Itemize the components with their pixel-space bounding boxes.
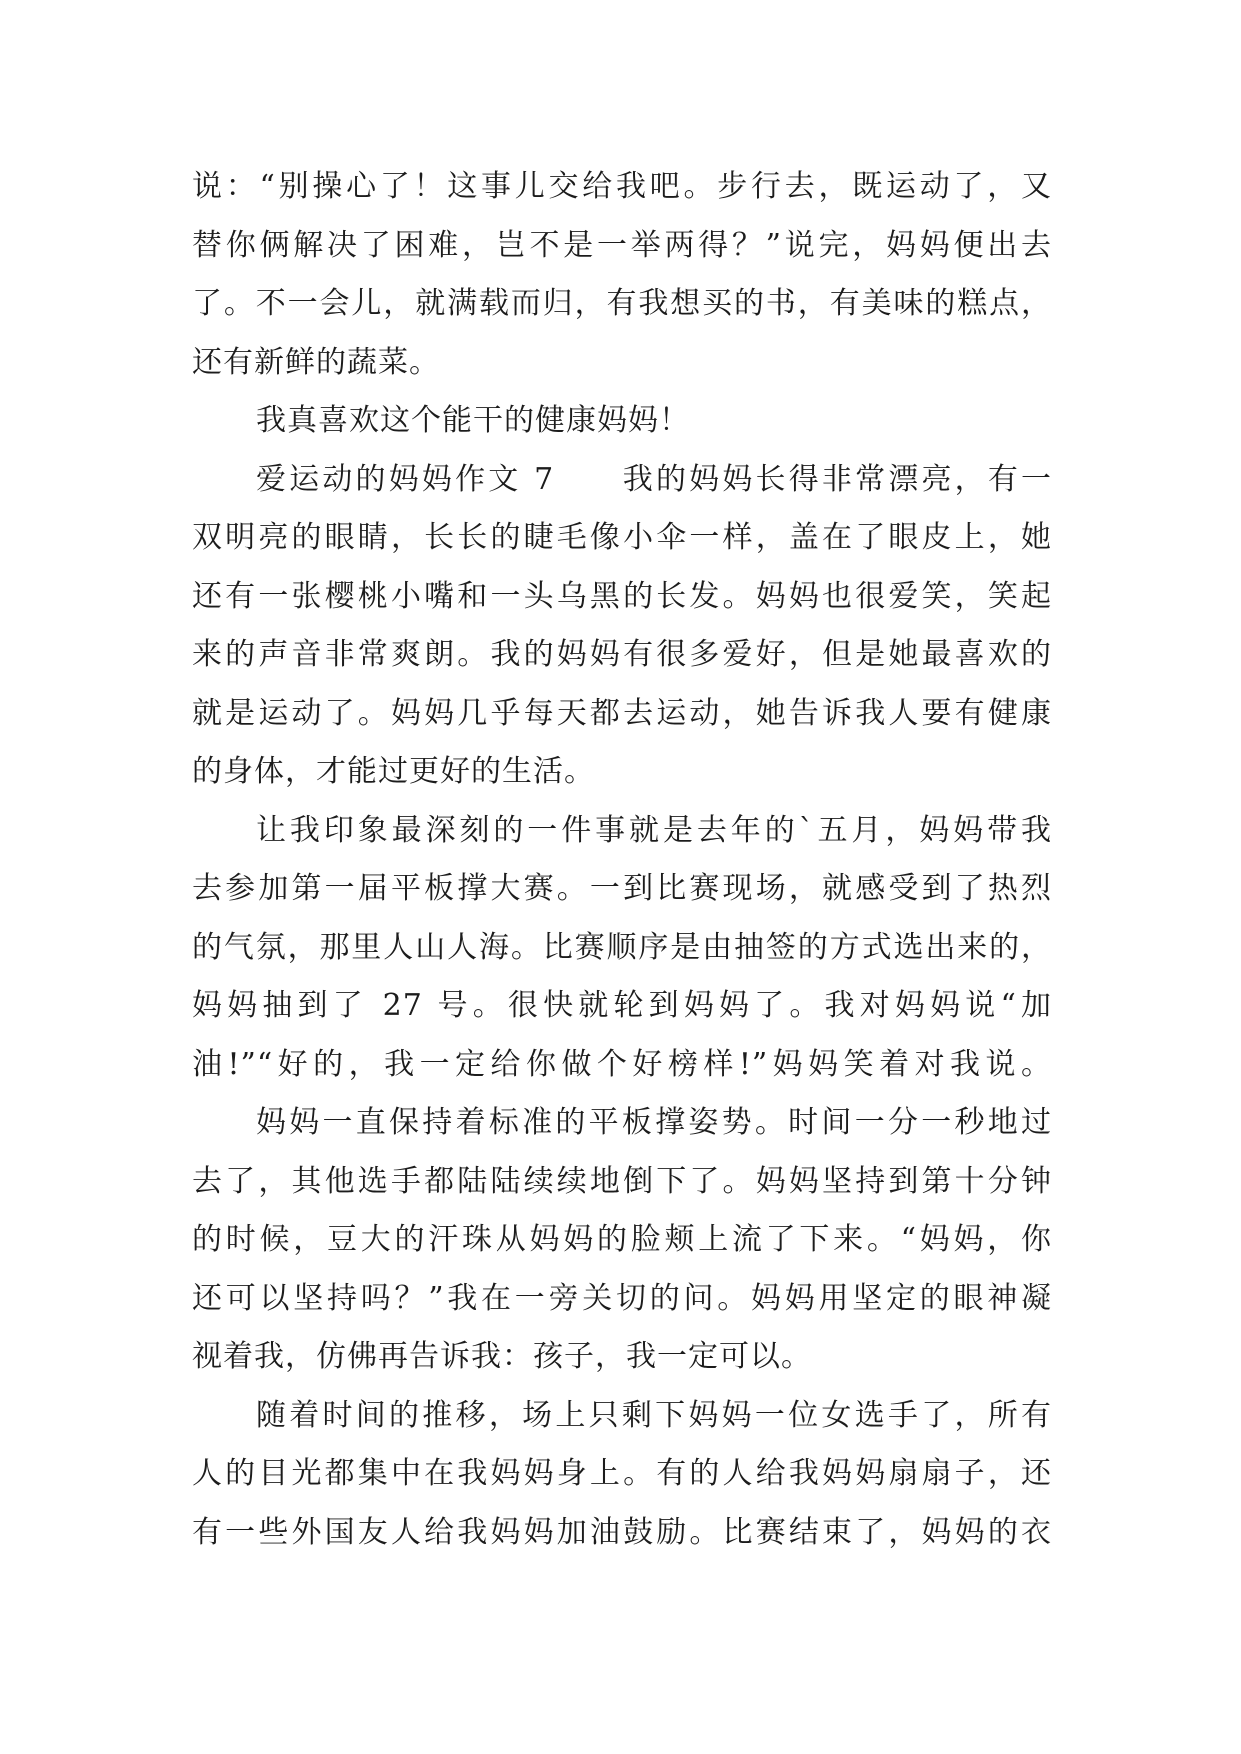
- text-line: 我真喜欢这个能干的健康妈妈！: [256, 403, 690, 438]
- text-line: 的气氛，那里人山人海。比赛顺序是由抽签的方式选出来的，: [192, 929, 1052, 965]
- text-line: 的身体，才能过更好的生活。: [192, 754, 595, 789]
- document-body: [192, 158, 1052, 1562]
- text-line: 去了，其他选手都陆陆续续地倒下了。妈妈坚持到第十分钟: [192, 1163, 1052, 1199]
- text-line: 随着时间的推移，场上只剩下妈妈一位女选手了，所有: [256, 1397, 1052, 1433]
- text-line: 了。不一会儿，就满载而归，有我想买的书，有美味的糕点，: [192, 286, 1052, 321]
- text-line: 妈妈一直保持着标准的平板撑姿势。时间一分一秒地过: [256, 1105, 1052, 1140]
- paragraph: [192, 392, 1052, 451]
- text-line: 还有新鲜的蔬菜。: [192, 344, 440, 380]
- text-line: 妈妈抽到了 27 号。很快就轮到妈妈了。我对妈妈说“加: [192, 988, 1052, 1023]
- text-line: 来的声音非常爽朗。我的妈妈有很多爱好，但是她最喜欢的: [192, 637, 1052, 672]
- paragraph: [192, 451, 1052, 802]
- text-line: 双明亮的眼睛，长长的睫毛像小伞一样，盖在了眼皮上，她: [192, 520, 1052, 555]
- text-line: 让我印象最深刻的一件事就是去年的`五月，妈妈带我: [256, 812, 1052, 848]
- text-line: 油!”“好的，我一定给你做个好榜样!”妈妈笑着对我说。: [192, 1046, 1052, 1082]
- text-line: 的时候，豆大的汗珠从妈妈的脸颊上流了下来。“妈妈，你: [192, 1222, 1052, 1257]
- text-line: 去参加第一届平板撑大赛。一到比赛现场，就感受到了热烈: [192, 871, 1052, 906]
- text-line: 还可以坚持吗？”我在一旁关切的问。妈妈用坚定的眼神凝: [192, 1280, 1052, 1316]
- text-line: 替你俩解决了困难，岂不是一举两得？”说完，妈妈便出去: [192, 227, 1052, 263]
- text-line: 就是运动了。妈妈几乎每天都去运动，她告诉我人要有健康: [192, 695, 1052, 731]
- text-line: 视着我，仿佛再告诉我：孩子，我一定可以。: [192, 1339, 812, 1374]
- text-line: 还有一张樱桃小嘴和一头乌黑的长发。妈妈也很爱笑，笑起: [192, 578, 1052, 614]
- text-line: 人的目光都集中在我妈妈身上。有的人给我妈妈扇扇子，还: [192, 1456, 1052, 1491]
- text-line: 爱运动的妈妈作文 7 我的妈妈长得非常漂亮，有一: [256, 461, 1052, 497]
- text-line: 有一些外国友人给我妈妈加油鼓励。比赛结束了，妈妈的衣: [192, 1514, 1052, 1550]
- paragraph: [192, 1094, 1052, 1387]
- paragraph: [192, 1387, 1052, 1563]
- text-line: 说：“别操心了！这事儿交给我吧。步行去，既运动了，又: [192, 169, 1052, 204]
- paragraph: [192, 158, 1052, 392]
- paragraph: [192, 802, 1052, 1095]
